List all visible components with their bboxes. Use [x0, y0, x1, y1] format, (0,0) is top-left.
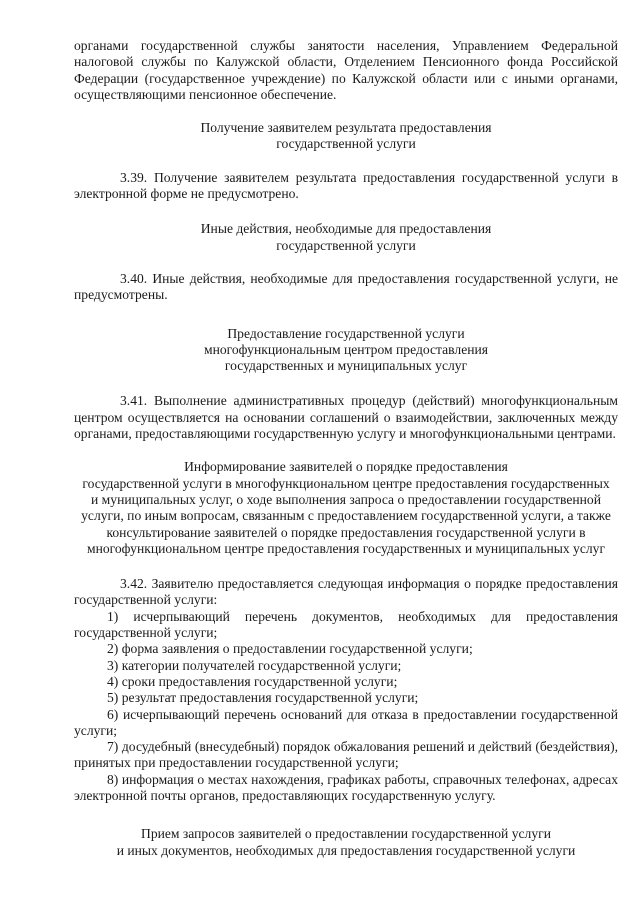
- list-item: 2) форма заявления о предоставлении государственной услуги;: [107, 641, 473, 657]
- paragraph-3-40-text: 3.40. Иные действия, необходимые для предоставления государственной услуги, не предусмотрены.: [74, 270, 618, 303]
- list-item: 4) сроки предоставления государственной услуги;: [107, 673, 398, 689]
- section-heading-3-39: [74, 120, 618, 153]
- list-item: 6) исчерпывающий перечень оснований для отказа в предоставлении государственной услуги;: [74, 706, 618, 738]
- heading-line: Предоставление государственной услуги: [227, 325, 465, 341]
- document-page: [74, 38, 618, 859]
- paragraph-3-41: 3.41. Выполнение административных процедур (действий) многофункциональным центром осуществляется на основании соглашений о взаимодействии, заключенных между органами, предоставляющими государственную услугу и многофункциональными центрами.: [74, 393, 618, 442]
- section-heading-3-41: [74, 326, 618, 375]
- heading-line: государственной услуги: [276, 237, 416, 253]
- paragraph-3-42: 3.42. Заявителю предоставляется следующая информация о порядке предоставления государственной услуги:: [74, 576, 618, 608]
- heading-line: услуги, по иным вопросам, связанным с предоставлением государственной услуги, а также: [81, 508, 611, 524]
- list-item: 5) результат предоставления государственной услуги;: [107, 690, 419, 706]
- list-item: 1) исчерпывающий перечень документов, необходимых для предоставления государственной услуги;: [74, 608, 618, 641]
- section-heading-reception: [74, 826, 618, 859]
- intro-paragraph: органами государственной службы занятости населения, Управлением Федеральной налоговой службы по Калужской области, Отделением Пенсионного фонда Российской Федерации (государственное учреждение) по Калужской области или с иными органами, осуществляющими пенсионное обеспечение.: [74, 38, 618, 102]
- list-item: 7) досудебный (внесудебный) порядок обжалования решений и действий (бездействия), принятых при предоставлении государственной услуги;: [74, 739, 618, 771]
- heading-line: и иных документов, необходимых для предоставления государственной услуги: [116, 842, 576, 858]
- heading-line: многофункциональном центре предоставления государственных и муниципальных услуг: [86, 540, 606, 556]
- heading-line: государственной услуги: [276, 136, 416, 152]
- section-heading-3-40: [74, 221, 618, 254]
- heading-line: Получение заявителем результата предоставления: [200, 120, 492, 136]
- heading-line: консультирование заявителей о порядке предоставления государственной услуги в: [106, 524, 586, 540]
- heading-line: Иные действия, необходимые для предоставления: [200, 221, 492, 237]
- paragraph-3-39: 3.39. Получение заявителем результата предоставления государственной услуги в электронной форме не предусмотрено.: [74, 169, 618, 202]
- heading-line: многофункциональным центром предоставления: [203, 341, 489, 357]
- list-item: 8) информация о местах нахождения, графиках работы, справочных телефонах, адресах электронной почты органов, предоставляющих государственную услугу.: [74, 771, 618, 803]
- section-heading-3-42: [74, 459, 618, 557]
- heading-line: и муниципальных услуг, о ходе выполнения запроса о предоставлении государственной: [91, 491, 601, 507]
- list-item: 3) категории получателей государственной услуги;: [107, 657, 402, 673]
- heading-line: государственных и муниципальных услуг: [224, 358, 468, 374]
- heading-line: государственной услуги в многофункциональном центре предоставления государственных: [82, 475, 610, 491]
- heading-line: Информирование заявителей о порядке предоставления: [184, 459, 508, 475]
- heading-line: Прием запросов заявителей о предоставлении государственной услуги: [141, 826, 551, 842]
